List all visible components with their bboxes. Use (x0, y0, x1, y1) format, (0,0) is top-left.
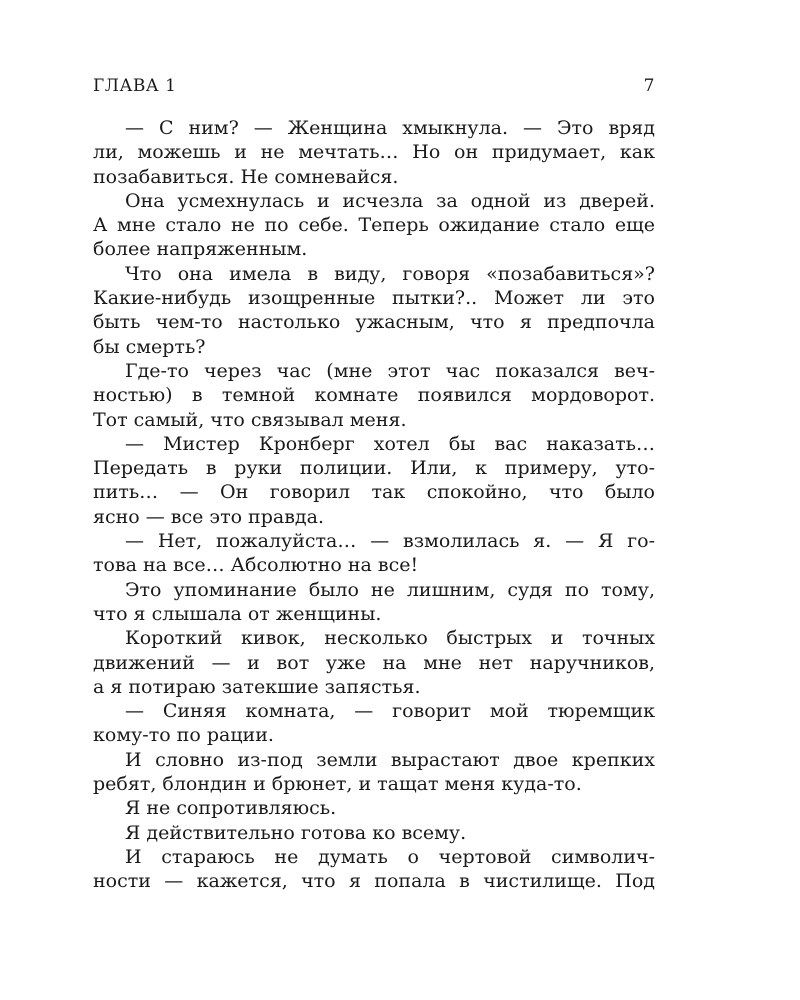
text-line: И словно из-под земли вырастают двое крепких (125, 748, 655, 771)
text-line: а я потираю затекшие запястья. (93, 675, 421, 698)
text-line: ностью) в темной комнате появился мордоворот. (93, 384, 655, 407)
text-line: быть чем-то настолько ужасным, что я предпочла (93, 311, 655, 334)
text-line: ребят, блондин и брюнет, и тащат меня куда-то. (93, 773, 582, 796)
text-line: Тот самый, что связывал меня. (93, 408, 407, 431)
text-line: Передать в руки полиции. Или, к примеру, уто- (93, 457, 655, 480)
text-line: ли, можешь и не мечтать… Но он придумает, как (93, 141, 655, 164)
text-line: Что она имела в виду, говоря «позабавиться»? (125, 262, 655, 285)
body-text (93, 116, 655, 894)
text-line: Я не сопротивляюсь. (125, 797, 337, 820)
text-line: Короткий кивок, несколько быстрых и точных (125, 627, 655, 650)
text-line: това на все… Абсолютно на все! (93, 554, 419, 577)
text-line: что я слышала от женщины. (93, 602, 382, 625)
text-line: — Мистер Кронберг хотел бы вас наказать… (125, 432, 655, 455)
text-line: — Нет, пожалуйста… — взмолилась я. — Я го- (125, 530, 655, 553)
text-line: Какие-нибудь изощренные пытки?.. Может ли это (93, 287, 655, 310)
text-line: Я действительно готова ко всему. (125, 821, 467, 844)
text-line: А мне стало не по себе. Теперь ожидание стало еще (93, 214, 655, 237)
text-line: Где-то через час (мне этот час показался веч- (125, 359, 655, 382)
text-line: кому-то по рации. (93, 724, 274, 747)
text-line: ясно — все это правда. (93, 505, 324, 528)
text-line: движений — и вот уже на мне нет наручников, (93, 651, 655, 674)
text-line: ности — кажется, что я попала в чистилище. Под (93, 870, 655, 893)
text-line: — С ним? — Женщина хмыкнула. — Это вряд (125, 117, 655, 139)
page-number: 7 (643, 76, 655, 96)
running-head (93, 76, 655, 102)
text-line: пить… — Он говорил так спокойно, что было (93, 481, 655, 504)
text-line: Она усмехнулась и исчезла за одной из дверей. (125, 189, 655, 212)
chapter-title: ГЛАВА 1 (93, 76, 177, 96)
text-line: позабавиться. Не сомневайся. (93, 165, 399, 188)
text-line: бы смерть? (93, 335, 206, 358)
text-line: — Синяя комната, — говорит мой тюремщик (125, 700, 655, 723)
text-line: И стараюсь не думать о чертовой символич- (125, 845, 655, 868)
text-line: Это упоминание было не лишним, судя по тому, (125, 578, 655, 601)
text-line: более напряженным. (93, 238, 308, 261)
